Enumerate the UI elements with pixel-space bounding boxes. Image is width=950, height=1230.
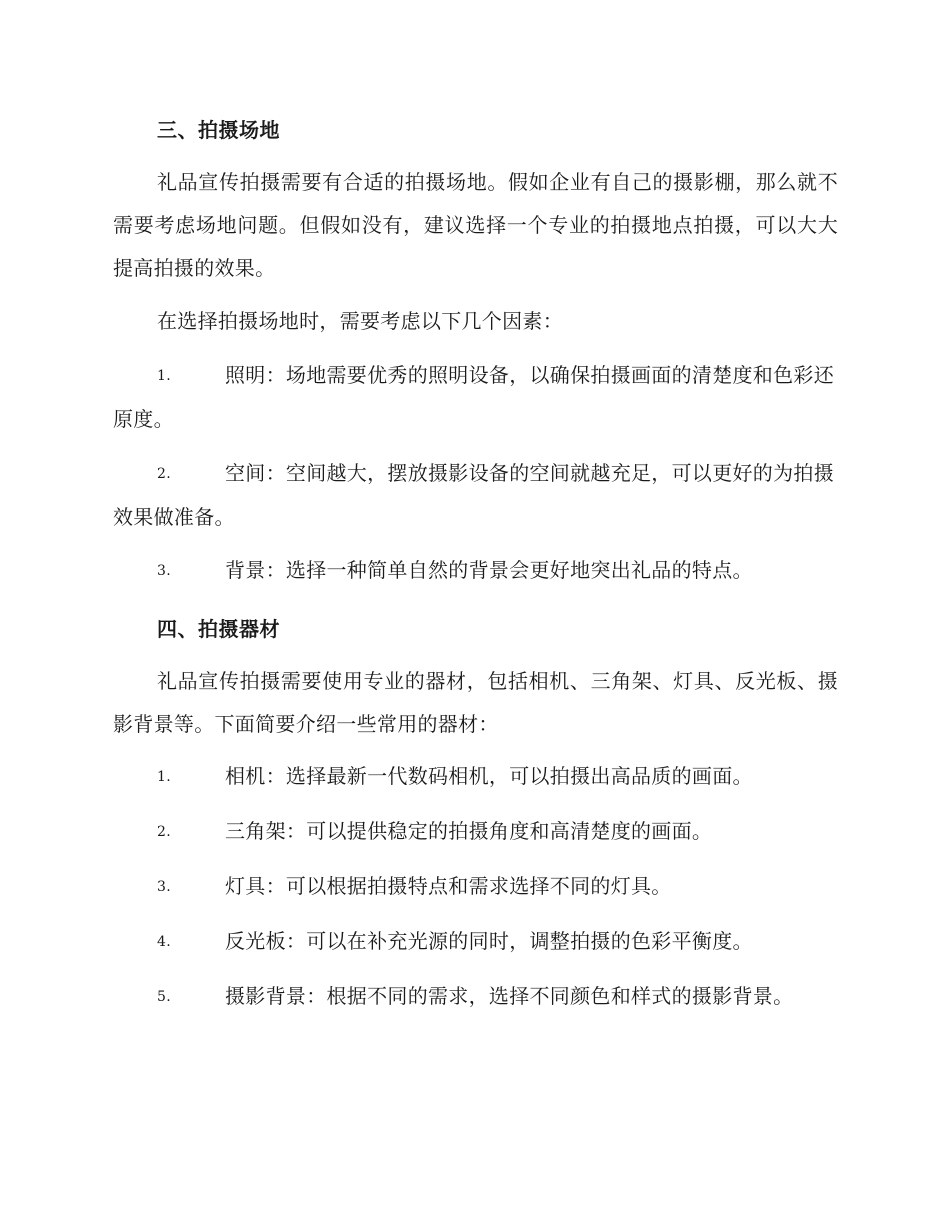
list-item (113, 755, 838, 799)
list-item (113, 865, 838, 909)
paragraph: 在选择拍摄场地时，需要考虑以下几个因素： (157, 309, 563, 333)
list-number: 1. (157, 368, 171, 384)
list-number: 1. (157, 769, 171, 785)
list-item (113, 975, 838, 1019)
list-text: 空间：空间越大，摆放摄影设备的空间就越充足，可以更好的为拍摄效果做准备。 (113, 461, 834, 529)
list-item (113, 920, 838, 964)
paragraph: 礼品宣传拍摄需要有合适的拍摄场地。假如企业有自己的摄影棚，那么就不需要考虑场地问题。但假如没有，建议选择一个专业的拍摄地点拍摄，可以大大提高拍摄的效果。 (113, 170, 838, 280)
list-number: 4. (157, 934, 171, 950)
list-number: 3. (157, 879, 171, 895)
list-text: 摄影背景：根据不同的需求，选择不同颜色和样式的摄影背景。 (225, 984, 794, 1008)
list-number: 2. (157, 466, 171, 482)
list-item (113, 810, 838, 854)
list-text: 灯具：可以根据拍摄特点和需求选择不同的灯具。 (225, 874, 672, 898)
section-heading: 三、拍摄场地 (157, 118, 280, 142)
list-text: 相机：选择最新一代数码相机，可以拍摄出高品质的画面。 (225, 764, 753, 788)
list-text: 反光板：可以在补充光源的同时，调整拍摄的色彩平衡度。 (225, 929, 753, 953)
list-text: 三角架：可以提供稳定的拍摄角度和高清楚度的画面。 (225, 819, 713, 843)
list-number: 2. (157, 824, 171, 840)
list-item (113, 549, 838, 593)
list-number: 3. (157, 563, 171, 579)
section-heading: 四、拍摄器材 (157, 617, 280, 641)
list-item (113, 452, 838, 539)
list-text: 照明：场地需要优秀的照明设备，以确保拍摄画面的清楚度和色彩还原度。 (113, 363, 834, 431)
list-item (113, 354, 838, 441)
paragraph: 礼品宣传拍摄需要使用专业的器材，包括相机、三角架、灯具、反光板、摄影背景等。下面简要介绍一些常用的器材： (113, 669, 838, 736)
list-number: 5. (157, 989, 171, 1005)
list-text: 背景：选择一种简单自然的背景会更好地突出礼品的特点。 (225, 558, 753, 582)
